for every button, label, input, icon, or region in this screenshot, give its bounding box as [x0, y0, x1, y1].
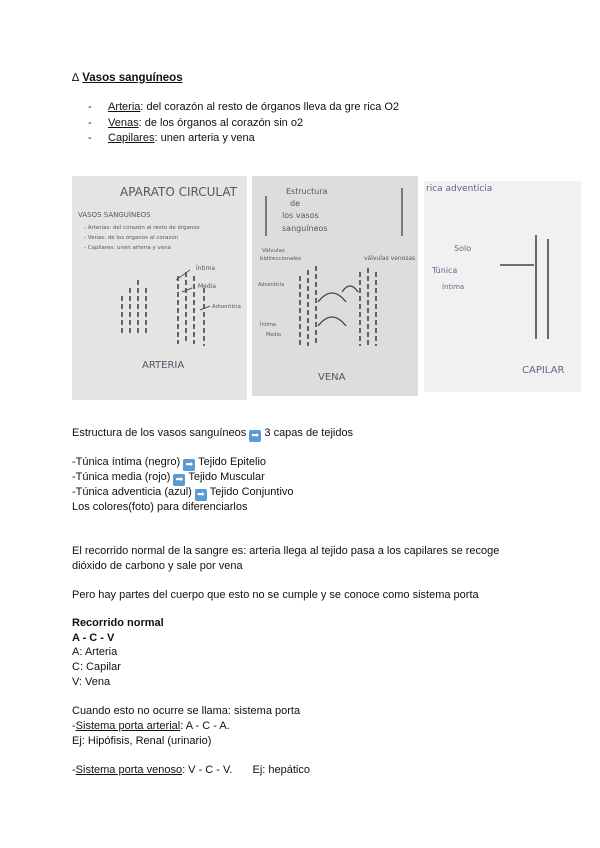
- whiteboard-drawing: [424, 181, 581, 392]
- svg-text:rica adventicia: rica adventicia: [426, 184, 493, 194]
- svg-text:- Capilares: unen arteria y ve: - Capilares: unen arteria y vena: [84, 245, 172, 251]
- caption-vena: VENA: [318, 372, 346, 383]
- delta-icon: ∆: [72, 72, 80, 84]
- legend-v: V: Vena: [72, 676, 111, 688]
- whiteboard-photo-capilar: [424, 181, 581, 392]
- photo-subtitle: VASOS SANGUÍNEOS: [78, 211, 151, 219]
- term-capilares: Capilares: [108, 132, 155, 144]
- arrow-right-icon: ➡: [173, 474, 185, 486]
- svg-text:Estructura: Estructura: [286, 187, 328, 196]
- porta-arterial-ej: Ej: Hipófisis, Renal (urinario): [72, 735, 212, 747]
- list-item: - Capilares: unen arteria y vena: [88, 132, 255, 144]
- svg-text:Íntima: Íntima: [260, 322, 276, 328]
- svg-text:Íntima: Íntima: [196, 265, 216, 272]
- colores-line: Los colores(foto) para diferenciarlos: [72, 501, 248, 513]
- arrow-right-icon: ➡: [249, 430, 261, 442]
- porta-arterial-line: -Sistema porta arterial: A - C - A.: [72, 720, 230, 732]
- recorrido-line-2: dióxido de carbono y sale por vena: [72, 560, 243, 572]
- list-item: - Venas: de los órganos al corazón sin o2: [88, 116, 304, 129]
- svg-text:sanguíneos: sanguíneos: [282, 224, 328, 233]
- svg-text:Túnica: Túnica: [432, 266, 458, 275]
- caption-arteria: ARTERIA: [142, 360, 185, 371]
- term-porta-venoso: Sistema porta venoso: [75, 764, 183, 776]
- legend-a: A: Arteria: [72, 646, 118, 658]
- excepcion-line: Pero hay partes del cuerpo que esto no se cumple y se conoce como sistema porta: [72, 589, 479, 601]
- whiteboard-drawing: [252, 176, 418, 396]
- recorrido-line-1: El recorrido normal de la sangre es: arteria llega al tejido pasa a los capilares se recoge: [72, 545, 500, 557]
- arrow-right-icon: ➡: [183, 459, 195, 471]
- svg-text:los vasos: los vasos: [282, 211, 319, 220]
- porta-intro: Cuando esto no ocurre se llama: sistema porta: [72, 705, 301, 717]
- whiteboard-drawing: [72, 176, 247, 400]
- photo-title: APARATO CIRCULAT: [120, 185, 237, 199]
- recorrido-normal-title: Recorrido normal: [72, 617, 164, 629]
- legend-c: C: Capilar: [72, 661, 121, 673]
- whiteboard-photo-vena: [252, 176, 418, 396]
- svg-text:Adventicia: Adventicia: [258, 282, 285, 288]
- svg-text:Válvulas: Válvulas: [262, 248, 285, 254]
- term-porta-arterial: Sistema porta arterial: [75, 720, 181, 732]
- tunica-intima-line: -Túnica íntima (negro) ➡ Tejido Epitelio: [72, 456, 267, 470]
- svg-text:Solo: Solo: [454, 244, 472, 253]
- term-venas: Venas: [108, 116, 139, 129]
- arrow-right-icon: ➡: [195, 489, 207, 501]
- section-title: [72, 72, 183, 84]
- svg-text:íntima: íntima: [442, 283, 465, 291]
- svg-text:- Arterias: del corazón al res: - Arterias: del corazón al resto de órganos: [84, 225, 200, 231]
- caption-capilar: CAPILAR: [522, 365, 565, 376]
- list-item: - Arteria: del corazón al resto de órganos lleva da gre rica O2: [88, 101, 400, 113]
- svg-text:válvulas venosas: válvulas venosas: [364, 255, 416, 262]
- porta-venoso-line: -Sistema porta venoso: V - C - V. Ej: hepático: [72, 764, 310, 776]
- svg-text:- Venas: de los órganos al cor: - Venas: de los órganos al corazón: [84, 235, 179, 241]
- whiteboard-photo-arteria: [72, 176, 247, 400]
- recorrido-normal-seq: A - C - V: [72, 632, 115, 644]
- tunica-adventicia-line: -Túnica adventicia (azul) ➡ Tejido Conjuntivo: [72, 486, 294, 500]
- svg-text:Media: Media: [198, 283, 217, 290]
- svg-text:bidireccionales: bidireccionales: [260, 256, 302, 262]
- estructura-line: Estructura de los vasos sanguíneos ➡ 3 capas de tejidos: [72, 427, 354, 441]
- svg-text:de: de: [290, 199, 300, 208]
- tunica-media-line: -Túnica media (rojo) ➡ Tejido Muscular: [72, 471, 265, 485]
- term-arteria: Arteria: [108, 101, 141, 113]
- svg-text:Adventicia: Adventicia: [212, 304, 241, 310]
- svg-text:Media: Media: [266, 332, 282, 338]
- section-title-text: Vasos sanguíneos: [82, 72, 183, 84]
- vessel-list: [88, 100, 399, 147]
